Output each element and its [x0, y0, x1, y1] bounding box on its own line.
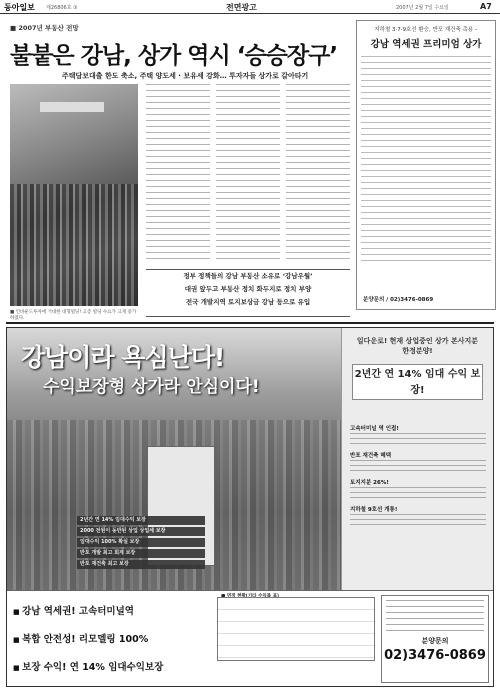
ad-bullet-text	[350, 514, 486, 528]
ad-office-label: 분양문의	[421, 637, 449, 645]
article-photo	[10, 84, 138, 306]
ad-bottom-strip	[7, 590, 493, 686]
sidebar-ad-title: 강남 역세권 프리미엄 상가	[370, 39, 482, 50]
page-number: A7	[480, 2, 492, 11]
ad-bullet: 지하철 9호선 개통!	[350, 507, 398, 513]
ad-side-panel	[341, 328, 493, 590]
article-headline: 불붙은 강남, 상가 역시 ‘승승장구’	[10, 43, 338, 69]
ad-feature-label: 2000 전원이 동반된 상업 상업세 보장	[77, 527, 205, 536]
sidebar-ad-subtitle: 지하철 3·7·9호선 환승, 반포 재건축 촉용 –	[374, 27, 478, 33]
ad-feature-label: 반포 재건축 최고 보장	[77, 560, 205, 569]
section-title: 전면광고	[226, 3, 257, 12]
issue-number: 제26806호 ③	[46, 5, 78, 11]
ad-bullet: 반포 재건축 혜택	[350, 453, 392, 459]
ad-contact-box	[381, 595, 489, 683]
article-body-col-1	[146, 84, 210, 264]
article-kicker: ■ 2007년 부동산 전망	[10, 23, 79, 32]
article-body-col-3	[286, 84, 350, 264]
ad-price-table	[217, 597, 375, 661]
ad-feature-labels	[77, 516, 205, 571]
ad-cityscape-photo	[7, 328, 341, 590]
ad-bullet: 고속터미널 역 인접!	[350, 426, 399, 432]
pull-quote-line: 대권 앞두고 부동산 정치 화두지로 정치 부양	[184, 285, 312, 293]
ad-bullet-list	[350, 420, 486, 528]
ad-contact-details	[386, 600, 484, 632]
ad-feature-label: 반포 개발 최고 회계 보장	[77, 549, 205, 558]
pull-quote-box	[146, 269, 350, 317]
photo-sign	[40, 102, 104, 112]
ad-bullet-text	[350, 460, 486, 474]
photo-caption: ■ 인바운드투자에 거대한 대형빌딩! 고층 빌딩 수요가 크게 증가하였다.	[10, 310, 137, 321]
ad-feature-label: 2년간 연 14% 임대수익 보장	[77, 516, 205, 525]
ad-tagline: ■ 보장 수익! 연 14% 임대수익보장	[13, 659, 163, 673]
sidebar-ad-contact: 분양문의 / 02)3476-0869	[363, 297, 434, 303]
full-page-ad	[6, 327, 494, 687]
masthead	[0, 0, 500, 14]
article-subhead: 주택담보대출 한도 축소, 주택 양도세 · 보유세 강화… 투자자들 상가로 갈아타기	[62, 72, 309, 80]
ad-bullet-text	[350, 433, 486, 447]
ad-tagline: ■ 강남 역세권! 고속터미널역	[13, 603, 134, 617]
sidebar-ad-body	[361, 56, 491, 264]
pull-quote-line: 전국 개발지역 토지보상금 강남 등으로 유입	[185, 298, 311, 306]
ad-feature-label: 임대수익 100% 확실 보장	[77, 538, 205, 547]
ad-bullet: 토지지분 26%!	[350, 480, 389, 486]
article-body-col-2	[216, 84, 280, 264]
ad-bullet-text	[350, 487, 486, 501]
pull-quote-line: 정부 정책들의 강남 부동산 소유로 ‘강남우월’	[183, 272, 313, 280]
photo-crowd	[10, 184, 138, 306]
ad-subheadline: 수익보장형 상가라 안심이다!	[43, 377, 260, 397]
ad-rate-box: 2년간 연 14% 임대 수익 보장!	[352, 364, 483, 400]
ad-headline: 강남이라 욕심난다!	[21, 343, 225, 372]
ad-phone-number: 02)3476-0869	[384, 648, 486, 663]
publication-date: 2007년 2월 7일 수요일	[396, 5, 449, 11]
ad-side-header: 일다운로! 현재 상업중인 상가 본사지분 한정분양!	[356, 337, 479, 355]
sidebar-ad	[356, 20, 496, 310]
ad-tagline: ■ 복합 안전성! 리모델링 100%	[13, 631, 148, 645]
page-divider	[6, 322, 494, 324]
newspaper-logo: 동아일보	[4, 3, 35, 12]
